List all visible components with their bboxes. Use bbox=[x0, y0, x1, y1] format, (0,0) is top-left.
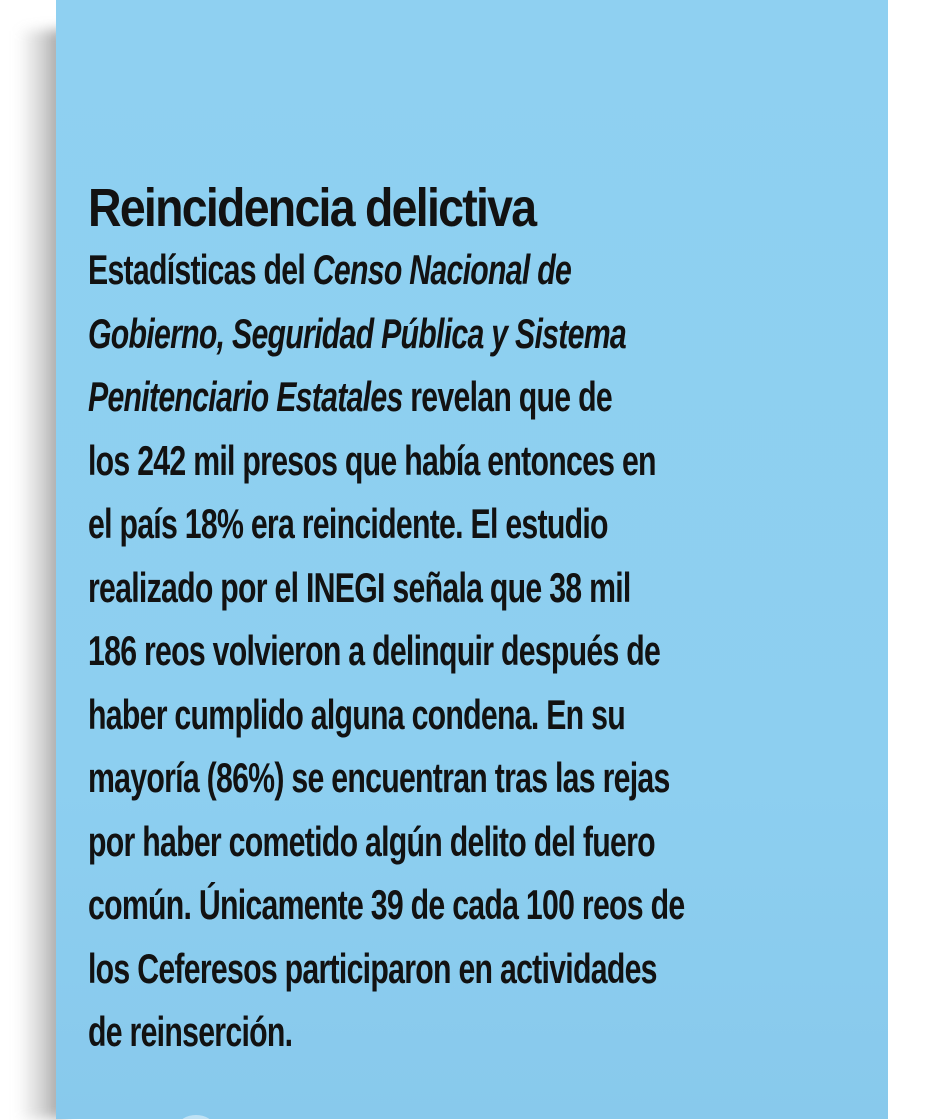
paragraph-line bbox=[88, 683, 868, 747]
paragraph-line bbox=[88, 619, 868, 683]
info-box bbox=[56, 0, 888, 1119]
line-text: mayoría (86%) se encuentran tras las rejas bbox=[88, 754, 670, 801]
line-italic-text: Gobierno, Seguridad Pública y Sistema bbox=[88, 309, 626, 357]
info-content bbox=[88, 176, 868, 1064]
line-text: revelan que de bbox=[402, 373, 612, 420]
line-text: por haber cometido algún delito del fuero bbox=[88, 817, 655, 865]
line-text: realizado por el INEGI señala que 38 mil bbox=[88, 563, 631, 611]
paragraph-line bbox=[88, 873, 868, 937]
paragraph-line bbox=[88, 492, 868, 556]
line-text: los Ceferesos participaron en actividades bbox=[88, 944, 657, 992]
line-text: de reinserción. bbox=[88, 1008, 293, 1055]
paragraph-line bbox=[88, 238, 868, 302]
info-paragraph bbox=[88, 238, 868, 1064]
paragraph-line bbox=[88, 429, 868, 493]
line-text: común. Únicamente 39 de cada 100 reos de bbox=[88, 881, 685, 928]
paragraph-line bbox=[88, 746, 868, 810]
decorative-mark bbox=[178, 1115, 214, 1119]
paragraph-line bbox=[88, 556, 868, 620]
paragraph-line bbox=[88, 1000, 868, 1064]
line-text: haber cumplido alguna condena. En su bbox=[88, 690, 625, 738]
line-text: 186 reos volvieron a delinquir después de bbox=[88, 627, 661, 674]
line-text: los 242 mil presos que había entonces en bbox=[88, 436, 656, 484]
paragraph-line bbox=[88, 365, 868, 429]
line-text: el país 18% era reincidente. El estudio bbox=[88, 500, 608, 547]
paragraph-line bbox=[88, 937, 868, 1001]
paragraph-line bbox=[88, 302, 868, 366]
line-italic-text: Censo Nacional de bbox=[312, 246, 572, 293]
line-text: Estadísticas del bbox=[88, 246, 313, 293]
line-italic-text: Penitenciario Estatales bbox=[88, 373, 403, 420]
info-title: Reincidencia delictiva bbox=[88, 178, 536, 238]
paragraph-line bbox=[88, 810, 868, 874]
